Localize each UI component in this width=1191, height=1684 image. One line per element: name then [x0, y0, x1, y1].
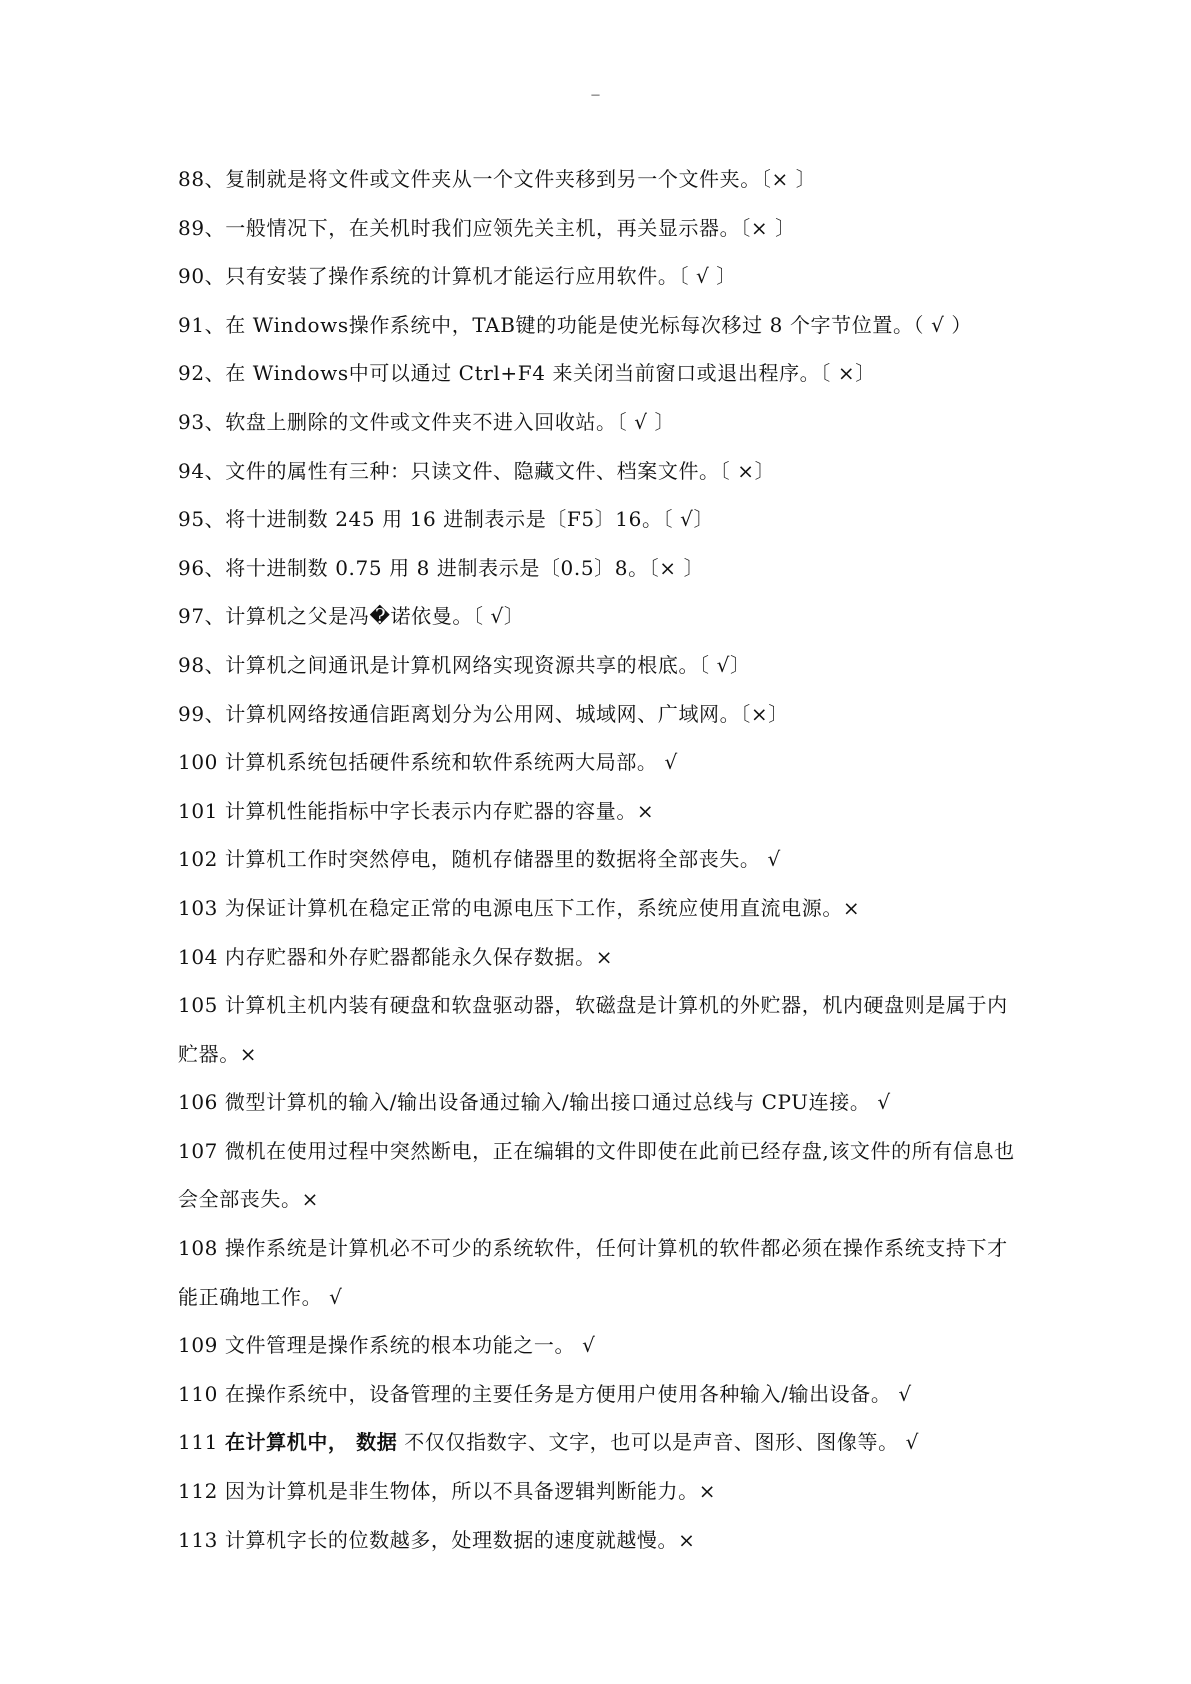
question-109: 109 文件管理是操作系统的根本功能之一。 √	[178, 1333, 596, 1358]
question-111	[178, 1418, 1038, 1467]
page-header-mark: –	[591, 86, 600, 103]
question-102: 102 计算机工作时突然停电，随机存储器里的数据将全部丧失。 √	[178, 847, 781, 872]
question-92: 92、在 Windows中可以通过 Ctrl+F4 来关闭当前窗口或退出程序。〔 ×〕	[178, 361, 876, 386]
question-list	[178, 155, 1038, 1564]
question-110: 110 在操作系统中，设备管理的主要任务是方便用户使用各种输入/输出设备。 √	[178, 1381, 912, 1406]
question-100: 100 计算机系统包括硬件系统和软件系统两大局部。 √	[178, 750, 678, 775]
question-111-number: 111	[178, 1430, 225, 1455]
question-95: 95、将十进制数 245 用 16 进制表示是〔F5〕16。〔 √〕	[178, 507, 715, 532]
question-96: 96、将十进制数 0.75 用 8 进制表示是〔0.5〕8。〔× 〕	[178, 555, 705, 580]
question-111-emphasis: 在计算机中， 数据	[224, 1430, 398, 1455]
question-111-rest: 不仅仅指数字、文字，也可以是声音、图形、图像等。 √	[397, 1430, 919, 1455]
question-105: 105 计算机主机内装有硬盘和软盘驱动器，软磁盘是计算机的外贮器，机内硬盘则是属于内	[178, 993, 1008, 1018]
question-108-continued: 能正确地工作。 √	[178, 1284, 343, 1309]
question-99: 99、计算机网络按通信距离划分为公用网、城域网、广域网。〔×〕	[178, 701, 789, 726]
question-112: 112 因为计算机是非生物体，所以不具备逻辑判断能力。×	[178, 1479, 717, 1504]
question-104: 104 内存贮器和外存贮器都能永久保存数据。×	[178, 944, 614, 969]
question-105-continued: 贮器。×	[178, 1041, 258, 1066]
question-107: 107 微机在使用过程中突然断电，正在编辑的文件即使在此前已经存盘,该文件的所有信息也	[178, 1138, 1015, 1163]
question-101: 101 计算机性能指标中字长表示内存贮器的容量。×	[178, 798, 655, 823]
question-107-continued: 会全部丧失。×	[178, 1187, 319, 1212]
question-113: 113 计算机字长的位数越多，处理数据的速度就越慢。×	[178, 1527, 696, 1552]
question-90: 90、只有安装了操作系统的计算机才能运行应用软件。〔 √ 〕	[178, 264, 737, 289]
question-88: 88、复制就是将文件或文件夹从一个文件夹移到另一个文件夹。〔× 〕	[178, 167, 817, 191]
question-108: 108 操作系统是计算机必不可少的系统软件，任何计算机的软件都必须在操作系统支持下才	[178, 1236, 1008, 1261]
question-97: 97、计算机之父是冯�诺依曼。〔 √〕	[178, 604, 525, 629]
question-98: 98、计算机之间通讯是计算机网络实现资源共享的根底。〔 √〕	[178, 652, 751, 677]
question-103: 103 为保证计算机在稳定正常的电源电压下工作，系统应使用直流电源。×	[178, 895, 861, 920]
question-106: 106 微型计算机的输入/输出设备通过输入/输出接口通过总线与 CPU连接。 √	[178, 1090, 891, 1115]
question-93: 93、软盘上删除的文件或文件夹不进入回收站。〔 √ 〕	[178, 409, 676, 434]
question-94: 94、文件的属性有三种：只读文件、隐藏文件、档案文件。〔 ×〕	[178, 458, 776, 483]
question-91: 91、在 Windows操作系统中，TAB键的功能是使光标每次移过 8 个字节位置。（ √ ）	[178, 312, 972, 337]
question-89: 89、一般情况下，在关机时我们应领先关主机，再关显示器。〔× 〕	[178, 215, 796, 240]
